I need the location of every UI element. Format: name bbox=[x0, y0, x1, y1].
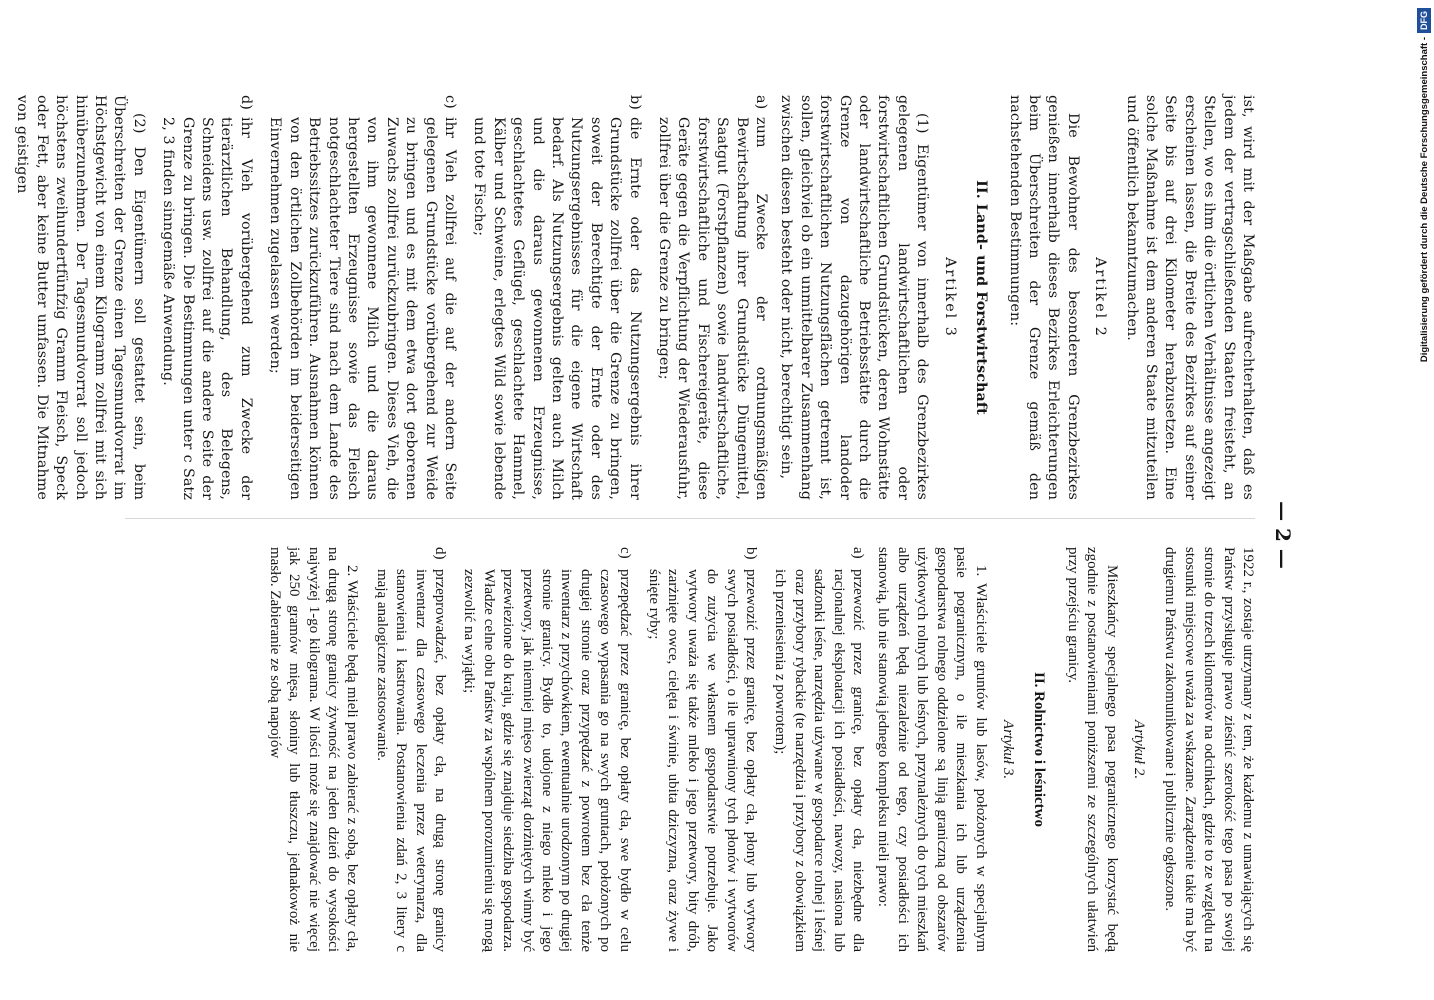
polish-item-b bbox=[644, 547, 760, 952]
german-article-3-paragraph-1: (1) Eigentümer von innerhalb des Grenzbezirkes gelegenen landwirtschaftlichen oder forstwirtschaftlichen Grundstücken, deren Wohnstätte oder landwirtschaftliche Betriebsstätte durch die Grenze von dazugehörigen landoder forstwirtschaftlichen Nutzungsflächen getrennt ist, sollen, gleichviel ob ein unmittelbarer Zusammenhang zwischen diesen besteht oder nicht, berechtigt sein, bbox=[778, 95, 931, 500]
german-article-2-text: Die Bewohner des besonderen Grenzbezirkes genießen innerhalb dieses Bezirkes Erleichterungen beim Überschreiten der Grenze gemäß den nachstehenden Bestimmungen: bbox=[1006, 95, 1081, 500]
german-item-d bbox=[158, 95, 255, 500]
digitization-credit bbox=[1416, 8, 1432, 400]
item-label: c) bbox=[441, 95, 458, 109]
item-text: przeprowadzać, bez opłaty cła, na drugą stronę granicy inwentarz dla czasowego leczenia przez weterynarza, dla stanowienia i kastrowania. Postanowienia zdań 2, 3 litery c mają analogiczne zastosowanie. bbox=[373, 569, 448, 952]
item-label: b) bbox=[743, 547, 760, 560]
item-text: ihr Vieh zollfrei auf die auf der andern Seite gelegenen Grundstücke vorübergehend zur Weide zu bringen und es mit dem etwa dort geborenen Zuwachs zollfrei zurückzubringen. Dieses Vieh, die von ihm gewonnene Milch und die daraus hergestellten Erzeugnisse sowie das Fleisch notgeschlachteter Tiere sind nach dem Lande des Betriebssitzes zurückzuführen. Ausnahmen können von den örtlichen Zollbehörden im beiderseitigen Einvernehmen zugelassen werden; bbox=[267, 117, 458, 500]
polish-section-title: II. Rolnictwo i leśnictwo bbox=[1031, 672, 1048, 827]
dfg-logo: DFG bbox=[1417, 8, 1431, 33]
item-label: a) bbox=[753, 95, 770, 110]
item-text: przewozić przez granicę, bez opłaty cła, niezbędne dla racjonalnej eksploatacji ich posiadłości, nawozy, nasiona lub sadzonki leśne, narzędzia używane w gospodarce rolnej i leśnej oraz przybory rybackie (te narzędzia i przybory z obowiązkiem ich przeniesienia z powrotem); bbox=[772, 569, 867, 952]
german-column bbox=[14, 95, 1257, 500]
item-label: d) bbox=[237, 95, 254, 110]
polish-intro: 1922 r., zostaje utrzymany z tem, że każdemu z umawiających się Państw przysługuje prawo zieśnić szerokość tego pasa po swojej stronie do trzech kilometrów na odcinkach, gdzie to ze względu na stosunki miejscowe uważa za wskazane. Zarządzenie takie ma być drugiemu Państwu zakomunikowane i publicznie ogłoszone. bbox=[1162, 547, 1256, 952]
polish-article-2-text: Mieszkańcy specjalnego pasa pogranicznego korzystać będą zgodnie z postanowieniami poniższemi ze szczególnych ułatwień przy przejściu granicy. bbox=[1064, 547, 1120, 952]
item-text: przepędzać przez granicę, bez opłaty cła, swe bydło w celu czasowego wypasania go na swych gruntach, położonych po drugiej stronie oraz przypędzać z powrotem bez cła tenże inwentarz z przychówkiem, ewentualnie urodzonym po drugiej stronie granicy. Bydło to, udojone z niego mleko i jego przetwory, jak niemniej mięso zwierząt dorżniętych winny być przewiezione do kraju, gdzie się znajduje siedziba gospodarza. Władze celne obu Państw za wspólnem porozumieniu się mogą zezwolić na wyjątki; bbox=[461, 569, 633, 952]
german-article-3-title: Artikel 3 bbox=[941, 257, 958, 338]
polish-article-3-title: Artykuł 3. bbox=[999, 719, 1016, 780]
item-label: c) bbox=[616, 547, 633, 559]
item-label: a) bbox=[850, 547, 867, 559]
polish-article-2-title: Artykuł 2. bbox=[1130, 719, 1147, 780]
page-number: — 2 — bbox=[1271, 501, 1295, 569]
credit-text: Digitalisierung gefördert durch die Deutsche Forschungsgemeinschaft - bbox=[1418, 37, 1430, 363]
german-article-3-paragraph-2: (2) Den Eigentümern soll gestattet sein, beim Überschreiten der Grenze einen Tagesmundvorrat im Höchstgewicht von einem Kilogramm zollfrei mit sich hinüberzunehmen. Der Tagesmundvorrat soll jedoch höchstens zweihundertfünfzig Gramm Fleisch, Speck oder Fett, aber keine Butter umfassen. Die Mitnahme von geistigen bbox=[14, 95, 147, 500]
german-item-a bbox=[654, 95, 770, 500]
item-text: die Ernte oder das Nutzungsergebnis ihrer Grundstücke zollfrei über die Grenze zu bringen, soweit der Berechtigte der Ernte oder des Nutzungsergebnisses für die eigene Wirtschaft bedarf. Als Nutzungsergebnis gelten auch Milch und die daraus gewonnenen Erzeugnisse, geschlachtetes Geflügel, geschlachtete Hammel, Kälber und Schweine, erlegtes Wild sowie lebende und tote Fische; bbox=[471, 117, 643, 500]
polish-article-3-paragraph-1: 1. Właściciele gruntów lub lasów, położonych w specjalnym pasie pogranicznym, o ile mieszkania ich lub urządzenia gospodarstwa rolnego oddzielone są linją graniczną od obszarów użytkowych rolnych lub leśnych, przynależnych do tych mieszkań albo urządzeń będą niezależnie od tego, czy posiadłości ich stanowią, lub nie stanowią jednego kompleksu mieli prawo: bbox=[875, 547, 989, 952]
german-intro: ist, wird mit der Maßgabe aufrechterhalten, daß es jedem der vertragschließenden Staaten freisteht, an Stellen, wo es ihm die örtlichen Verhältnisse angezeigt erscheinen lassen, die Breite des Bezirkes auf seiner Seite bis auf drei Kilometer herabzusetzen. Eine solche Maßnahme ist dem anderen Staate mitzuteilen und öffentlich bekanntzumachen. bbox=[1123, 95, 1256, 500]
item-label: d) bbox=[431, 547, 448, 560]
german-item-c bbox=[265, 95, 459, 500]
polish-article-3-paragraph-2: 2. Właściciele będą mieli prawo zabierać z sobą, bez opłaty cła, na drugą stronę granicy żywność na jeden dzień do wysokości najwyżej 1-go kilograma. W ilości może się znajdować nie więcej jak 250 gramów mięsa, słoniny lub tłuszczu, jednakowoż nie masło. Zabieranie ze sobą napojów bbox=[266, 547, 361, 952]
german-item-b bbox=[469, 95, 644, 500]
column-divider bbox=[125, 518, 1255, 519]
german-section-title: II. Land- und Forstwirtschaft bbox=[973, 180, 990, 415]
item-text: przewozić przez granicę, bez opłaty cła, płony lub wytwory swych posiadłości, o ile uprawniony tych płonów i wytworów do zużycia we własnem gospodarstwie potrzebuje. Jako wytwory uważa się także mleko i jego przetwory, bity drób, zarżnięte owce, cielęta i świnie, ubita dziczyzna, oraz żywe i śnięte ryby; bbox=[646, 569, 760, 952]
german-article-2-title: Artikel 2 bbox=[1092, 257, 1109, 338]
polish-item-c bbox=[459, 547, 634, 952]
item-label: b) bbox=[626, 95, 643, 110]
item-text: ihr Vieh vorübergehend zum Zwecke der tierärztlichen Behandlung, des Belegens, Schneidens usw. zollfrei auf die andere Seite der Grenze zu bringen. Die Bestimmungen unter c Satz 2, 3 finden sinngemäße Anwendung. bbox=[160, 117, 254, 500]
item-text: zum Zwecke der ordnungsmäßigen Bewirtschaftung ihrer Grundstücke Düngemittel, Saatgut (Forstpflanzen) sowie landwirtschaftliche, forstwirtschaftliche und Fischereigeräte, diese Geräte gegen die Verpflichtung der Wiederausfuhr, zollfrei über die Grenze zu bringen; bbox=[656, 117, 770, 500]
polish-item-d bbox=[371, 547, 449, 952]
polish-item-a bbox=[770, 547, 867, 952]
document-page bbox=[14, 95, 1295, 975]
polish-column bbox=[117, 547, 1257, 952]
